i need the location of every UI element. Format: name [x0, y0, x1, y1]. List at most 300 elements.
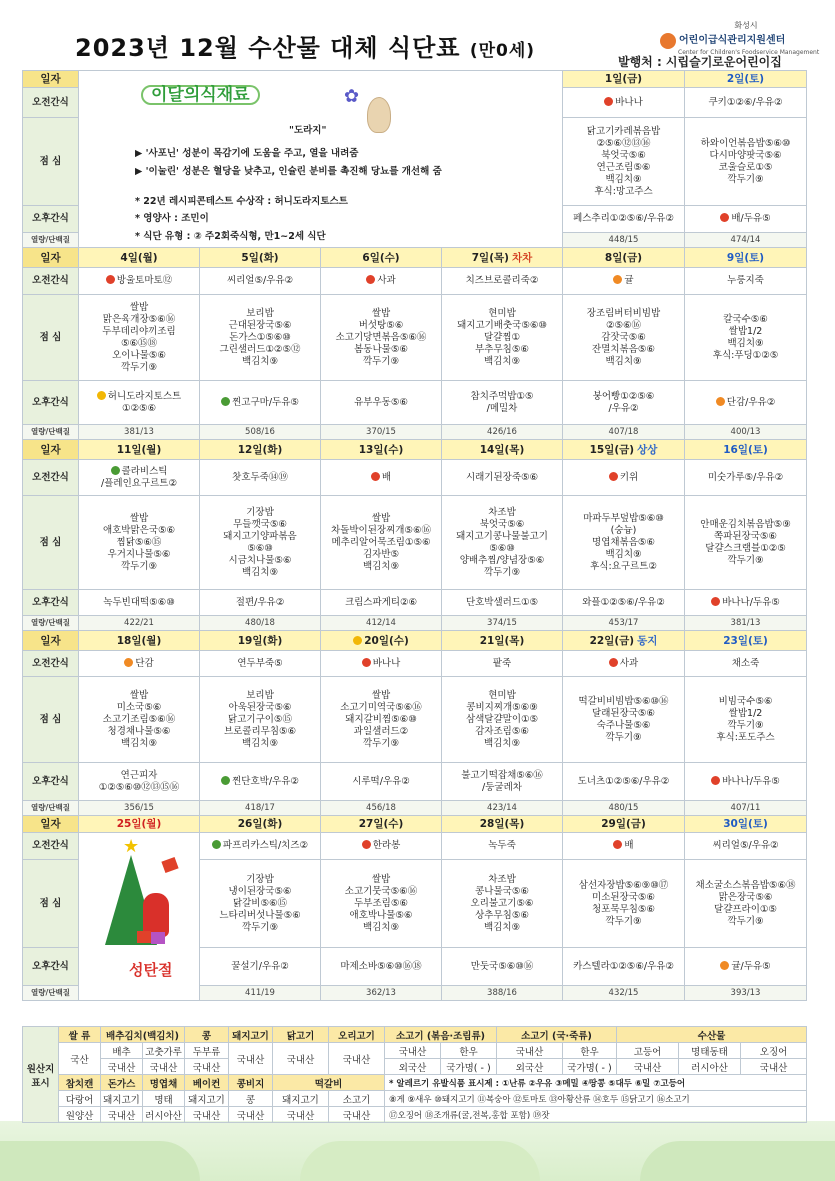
dish: 감잣국⑤⑥ — [601, 331, 646, 343]
snack-text: 찐단호박/우유② — [232, 775, 299, 787]
dish: 애호박나물⑤⑥ — [349, 909, 413, 921]
dish: 차조밥 — [488, 873, 516, 885]
origin-header: 베이컨 — [185, 1075, 229, 1091]
dish: 봄동나물⑤⑥ — [354, 343, 408, 355]
day-date: 5일(화) — [200, 248, 321, 268]
origin-cell: 한우 — [563, 1043, 617, 1059]
tangerine-icon — [720, 961, 729, 970]
week2-date-row — [23, 248, 807, 268]
meal-cell — [442, 381, 563, 425]
org-name-en: Center for Children's Foodservice Management — [678, 48, 820, 56]
tomato-icon — [106, 275, 115, 284]
origin-side-label: 원산지 표시 — [23, 1027, 59, 1123]
dish: 쌀밥 — [129, 301, 149, 313]
lunch-cell — [200, 860, 321, 948]
dish: 현미밥 — [488, 689, 516, 701]
dish: 맑은장국⑤⑥ — [718, 891, 773, 903]
day-date: 19일(화) — [200, 631, 321, 651]
nutrition-value: 356/15 — [79, 801, 200, 816]
dish: 백김치⑨ — [605, 173, 642, 185]
snack-text: ①②⑤⑥ — [121, 402, 157, 414]
origin-cell: 국가명( - ) — [563, 1059, 617, 1075]
meal-cell: 만둣국⑤⑥⑩⑯ — [442, 948, 563, 986]
origin-header-row — [23, 1027, 807, 1043]
snack-am-label: 오전간식 — [23, 460, 79, 496]
dish: 느타리버섯나물⑤⑥ — [219, 909, 301, 921]
dish: 양배추찜/양념장⑤⑥ — [459, 554, 545, 566]
apple-icon — [366, 275, 375, 284]
lunch-cell — [685, 118, 807, 206]
dish: 소고기뭇국⑤⑥⑯ — [344, 885, 418, 897]
nutrition-value: 480/15 — [563, 801, 685, 816]
week4-pm-row — [23, 763, 807, 801]
day-date: 8일(금) — [563, 248, 685, 268]
snack-text: 사과 — [619, 657, 639, 669]
origin-cell: 다랑어 — [59, 1091, 101, 1107]
lunch-cell — [321, 677, 442, 763]
page-title — [75, 28, 535, 63]
meal-cell — [200, 381, 321, 425]
meal-cell: 녹두죽 — [442, 833, 563, 860]
dish: 잔멸치볶음⑤⑥ — [592, 343, 655, 355]
dish: 후식:푸딩①②⑤ — [712, 349, 779, 361]
nutrition-value: 411/19 — [200, 986, 321, 1001]
snack-text: 단감/우유② — [726, 396, 776, 408]
gift-icon — [161, 857, 178, 873]
day-date: 6일(수) — [321, 248, 442, 268]
dish: 삼선자장밥⑤⑥⑨⑩⑰ — [578, 879, 669, 891]
dish: 근대된장국⑤⑥ — [228, 319, 292, 331]
day-date-text: 22일(금) — [589, 634, 635, 647]
dish: 청포묵무침⑤⑥ — [592, 903, 655, 915]
origin-cell: 외국산 — [497, 1059, 563, 1075]
lunch-label: 점 심 — [23, 118, 79, 206]
day-date: 21일(목) — [442, 631, 563, 651]
dish: 깍두기⑨ — [241, 921, 279, 933]
tree-icon — [212, 840, 221, 849]
day-date: 4일(월) — [79, 248, 200, 268]
snack-am-label: 오전간식 — [23, 268, 79, 295]
lunch-cell — [200, 496, 321, 590]
origin-cell: 러시아산 — [143, 1107, 185, 1123]
snack-pm-label: 오후간식 — [23, 948, 79, 986]
cake-icon — [353, 636, 362, 645]
nutrition-label: 열량/단백질 — [23, 425, 79, 440]
origin-cell: 국내산 — [185, 1107, 229, 1123]
dish: 후식:망고주스 — [594, 185, 653, 197]
lunch-cell — [685, 295, 807, 381]
meal-cell — [79, 381, 200, 425]
origin-header: 소고기 (볶음·조림류) — [385, 1027, 497, 1043]
dish: 백김치⑨ — [241, 355, 279, 367]
lunch-cell — [442, 860, 563, 948]
week2-am-row — [23, 268, 807, 295]
dish: 쌀밥 — [371, 512, 391, 524]
meal-cell: 씨리얼⑤/우유② — [685, 833, 807, 860]
snack-text: 사과 — [377, 275, 396, 286]
snack-text: 배 — [624, 840, 634, 851]
meal-cell: 단호박샐러드①⑤ — [442, 590, 563, 616]
dish: 보리밥 — [246, 307, 274, 319]
snack-text: /플레인요구르트② — [101, 477, 177, 489]
christmas-illustration — [79, 833, 200, 1001]
meal-cell: 시래기된장죽⑤⑥ — [442, 460, 563, 496]
week3-date-row — [23, 440, 807, 460]
banana-icon — [711, 597, 720, 606]
dish: 브로콜리무침⑤⑥ — [223, 725, 297, 737]
menu-type-note: * 식단 유형 : ② 주2회죽식형, 만1~2세 식단 — [135, 231, 326, 242]
week1-date-row — [23, 71, 807, 88]
snack-text: 단감 — [135, 657, 154, 669]
week2-lunch-row — [23, 295, 807, 381]
meal-cell — [685, 763, 807, 801]
dish: 백김치⑨ — [241, 566, 279, 578]
dish: 백김치⑨ — [483, 355, 521, 367]
dish: 시금치나물⑤⑥ — [228, 554, 292, 566]
meal-cell — [442, 763, 563, 801]
day-date: 12일(화) — [200, 440, 321, 460]
title-subtitle: (만0세) — [469, 41, 536, 61]
dish: 찜닭⑤⑥⑮ — [116, 536, 162, 548]
origin-cell: 원양산 — [59, 1107, 101, 1123]
dish: 쌀밥 — [129, 689, 149, 701]
dish: ⑤⑥⑮⑱ — [120, 337, 158, 349]
origin-cell: 국내산 — [229, 1107, 273, 1123]
day-date: 18일(월) — [79, 631, 200, 651]
nutrition-value: 393/13 — [685, 986, 807, 1001]
dish: 삼색달걀말이①⑤ — [465, 713, 539, 725]
dish: 오리불고기⑤⑥ — [470, 897, 534, 909]
dish: 깍두기⑨ — [727, 719, 764, 731]
dish: 차조밥 — [488, 506, 516, 518]
event-tag: 차차 — [511, 251, 533, 264]
dish: ⑤⑥⑩ — [489, 542, 515, 554]
dish: 두부조림⑤⑥ — [354, 897, 408, 909]
ingredient-name: "도라지" — [289, 125, 327, 136]
dish: 감자조림⑤⑥ — [475, 725, 529, 737]
dish: 달걀프라이①⑤ — [714, 903, 777, 915]
origin-row — [23, 1043, 807, 1059]
dish: 달걀스크램블①②⑤ — [705, 542, 786, 554]
nutrition-value: 381/13 — [685, 616, 807, 631]
day-date: 13일(수) — [321, 440, 442, 460]
meal-cell — [563, 460, 685, 496]
dish: ②⑤⑥⑯ — [605, 319, 642, 331]
origin-cell: 고춧가루 — [143, 1043, 185, 1059]
day-date-text: 15일(금) — [589, 443, 635, 456]
allergy-note: ⑰오징어 ⑱조개류(굴,전복,홍합 포함) ⑲잣 — [385, 1107, 807, 1123]
org-name: 어린이급식관리지원센터 — [679, 35, 786, 46]
dish: 깍두기⑨ — [120, 560, 158, 572]
meal-cell — [200, 763, 321, 801]
dish: 명엽채볶음⑤⑥ — [592, 536, 655, 548]
dish: 숙주나물⑤⑥ — [596, 719, 651, 731]
ingredient-fact-2: ▶ '이눌린' 성분은 혈당을 낮추고, 인슐린 분비를 촉진해 당뇨를 개선해 줌 — [135, 166, 442, 177]
nutrition-value: 407/18 — [563, 425, 685, 440]
meal-cell: 미숫가루⑤/우유② — [685, 460, 807, 496]
dish: 돼지고기양파볶음 — [223, 530, 297, 542]
doraji-root-icon — [367, 97, 391, 133]
week3-pm-row — [23, 590, 807, 616]
meal-cell: 쿠키①②⑥/우유② — [685, 88, 807, 118]
origin-row — [23, 1107, 807, 1123]
origin-cell: 국내산 — [143, 1059, 185, 1075]
meal-cell — [563, 268, 685, 295]
snack-text: /메밀차 — [486, 402, 518, 414]
lunch-cell — [79, 295, 200, 381]
lunch-label: 점 심 — [23, 496, 79, 590]
lunch-cell — [442, 677, 563, 763]
fruit-icon — [720, 213, 729, 222]
dish: 깍두기⑨ — [362, 355, 400, 367]
lunch-cell — [685, 496, 807, 590]
lunch-label: 점 심 — [23, 295, 79, 381]
nutrition-value: 423/14 — [442, 801, 563, 816]
origin-header: 쌀 류 — [59, 1027, 101, 1043]
origin-cell: 국내산 — [617, 1059, 679, 1075]
meal-cell — [79, 651, 200, 677]
recipe-award-note: * 22년 레시피콘테스트 수상작 : 허니도라지토스트 — [135, 196, 348, 207]
snack-text: 불고기떡잡채⑤⑥⑯ — [461, 769, 543, 781]
dish: 깍두기⑨ — [483, 566, 521, 578]
dish: 후식:요구르트② — [590, 560, 657, 572]
dish: 다시마양팟국⑤⑥ — [709, 149, 782, 161]
dish: 떡갈비비빔밥⑤⑥⑩⑯ — [578, 695, 669, 707]
dish: 미소국⑤⑥ — [116, 701, 162, 713]
dish: 깍두기⑨ — [727, 554, 764, 566]
day-date — [563, 440, 685, 460]
dish: 미소된장국⑤⑥ — [592, 891, 655, 903]
meal-cell — [563, 651, 685, 677]
day-date — [563, 631, 685, 651]
dish: 장조림버터비빔밥 — [586, 307, 661, 319]
dish: 북엇국⑤⑥ — [479, 518, 525, 530]
origin-header: 떡갈비 — [273, 1075, 385, 1091]
origin-cell: 국내산 — [185, 1059, 229, 1075]
meal-cell: 꿀설기/우유② — [200, 948, 321, 986]
meal-cell: 치즈브로콜리죽② — [442, 268, 563, 295]
origin-cell: 국내산 — [385, 1043, 441, 1059]
origin-cell: 두부류 — [185, 1043, 229, 1059]
dish: ⑤⑥⑩ — [247, 542, 273, 554]
nutrition-value: 432/15 — [563, 986, 685, 1001]
meal-cell: 유부우동⑤⑥ — [321, 381, 442, 425]
dish: 쌀밥1/2 — [728, 707, 763, 719]
kiwi-icon — [609, 472, 618, 481]
dish: 애호박맑은국⑤⑥ — [102, 524, 176, 536]
origin-cell: 명태동태 — [679, 1043, 741, 1059]
org-logo-icon — [660, 33, 676, 49]
nutrition-label: 열량/단백질 — [23, 801, 79, 816]
nutrition-value: 453/17 — [563, 616, 685, 631]
day-date: 16일(토) — [685, 440, 807, 460]
date-label: 일자 — [23, 816, 79, 833]
fruit-icon — [604, 97, 613, 106]
nutrition-value: 407/11 — [685, 801, 807, 816]
snack-text: 키위 — [619, 471, 639, 483]
snack-text: 연근피자 — [120, 769, 158, 781]
dish: 쌀밥 — [129, 512, 149, 524]
pear-icon — [613, 840, 622, 849]
snack-text: 바나나/두유⑤ — [722, 775, 780, 787]
menu-table — [22, 70, 807, 1001]
dish: 백김치⑨ — [605, 355, 642, 367]
tree-icon — [221, 776, 230, 785]
snack-text: 귤/두유⑤ — [731, 960, 771, 972]
nutrition-value: 418/17 — [200, 801, 321, 816]
origin-header: 오리고기 — [329, 1027, 385, 1043]
dish: 마파두부덮밥⑤⑥⑩ — [583, 512, 664, 524]
nutrition-value: 508/16 — [200, 425, 321, 440]
meal-cell — [79, 268, 200, 295]
origin-cell: 한우 — [441, 1043, 497, 1059]
snack-am-label: 오전간식 — [23, 88, 79, 118]
week4-nutrition-row — [23, 801, 807, 816]
day-date: 14일(목) — [442, 440, 563, 460]
snack-text: 한라봉 — [372, 840, 401, 851]
lunch-cell — [200, 677, 321, 763]
origin-cell: 국내산 — [229, 1043, 273, 1075]
date-label: 일자 — [23, 631, 79, 651]
snack-text: 배/두유⑤ — [731, 213, 771, 224]
snack-text: 바나나/두유⑤ — [722, 596, 780, 608]
meal-cell: 카스텔라①②⑤⑥/우유② — [563, 948, 685, 986]
snack-pm-label: 오후간식 — [23, 590, 79, 616]
title-text: 2023년 12월 수산물 대체 식단표 — [75, 34, 461, 62]
snack-text: 파프리카스틱/치즈② — [222, 840, 309, 851]
nutrition-value: 480/18 — [200, 616, 321, 631]
meal-cell: 크림스파게티②⑥ — [321, 590, 442, 616]
origin-header: 명엽채 — [143, 1075, 185, 1091]
hallabong-icon — [362, 840, 371, 849]
lunch-cell — [79, 496, 200, 590]
dish: 하와이언볶음밥⑤⑥⑩ — [700, 137, 791, 149]
date-label: 일자 — [23, 248, 79, 268]
lunch-cell — [685, 677, 807, 763]
dish: 돼지고기콩나물불고기 — [456, 530, 548, 542]
banana-icon — [362, 658, 371, 667]
day-date-text: 20일(수) — [364, 634, 409, 647]
snack-text: 바나나 — [372, 657, 401, 669]
origin-cell: 배추 — [101, 1043, 143, 1059]
nutrition-value: 474/14 — [685, 233, 807, 248]
lunch-cell — [563, 118, 685, 206]
day-date-text: 7일(목) — [471, 251, 509, 264]
week5-date-row — [23, 816, 807, 833]
dietitian-note: * 영양사 : 조민이 — [135, 213, 209, 224]
origin-header: 돼지고기 — [229, 1027, 273, 1043]
snack-am-label: 오전간식 — [23, 651, 79, 677]
meal-cell: 팥죽 — [442, 651, 563, 677]
meal-cell: 누룽지죽 — [685, 268, 807, 295]
dish: 돼지고기배춧국⑤⑥⑩ — [457, 319, 547, 331]
nutrition-label: 열량/단백질 — [23, 233, 79, 248]
snack-text: /우유② — [608, 402, 639, 414]
nutrition-value: 381/13 — [79, 425, 200, 440]
lunch-cell — [321, 496, 442, 590]
dish: 백김치⑨ — [605, 548, 642, 560]
nutrition-value: 362/13 — [321, 986, 442, 1001]
dish: 깍두기⑨ — [727, 173, 764, 185]
dish: 백김치⑨ — [727, 337, 764, 349]
dish: 백김치⑨ — [483, 921, 521, 933]
meal-cell: 마제소바⑤⑥⑩⑯⑱ — [321, 948, 442, 986]
meal-cell — [563, 381, 685, 425]
meal-cell: 도너츠①②⑤⑥/우유② — [563, 763, 685, 801]
lunch-cell — [200, 295, 321, 381]
nutrition-value: 456/18 — [321, 801, 442, 816]
lunch-cell — [563, 496, 685, 590]
ingredient-badge: 이달의식재료 — [141, 85, 260, 105]
lunch-cell — [442, 496, 563, 590]
dish: 채소굴소스볶음밥⑤⑥⑱ — [695, 879, 796, 891]
lunch-label: 점 심 — [23, 677, 79, 763]
nutrition-value: 400/13 — [685, 425, 807, 440]
snack-text: 배 — [381, 471, 392, 483]
origin-header: 콩 — [185, 1027, 229, 1043]
star-icon: ★ — [123, 836, 140, 857]
gift-icon — [151, 932, 165, 944]
snack-text: 방울토마토⑫ — [116, 275, 173, 286]
ingredient-of-month — [79, 71, 563, 248]
snack-text: 허니도라지토스트 — [107, 390, 182, 402]
origin-cell: 콩 — [229, 1091, 273, 1107]
origin-cell: 국내산 — [273, 1107, 329, 1123]
kohlrabi-icon — [111, 466, 120, 475]
origin-table — [22, 1026, 807, 1123]
lunch-label: 점 심 — [23, 860, 79, 948]
nutrition-value: 388/16 — [442, 986, 563, 1001]
date-label: 일자 — [23, 71, 79, 88]
day-date: 9일(토) — [685, 248, 807, 268]
origin-header: 소고기 (국·죽류) — [497, 1027, 617, 1043]
dish: 버섯탕⑤⑥ — [358, 319, 404, 331]
dish: 기장밥 — [246, 506, 274, 518]
dish: 보리밥 — [246, 689, 274, 701]
dish: 백김치⑨ — [241, 737, 279, 749]
dish: 차돌박이된장찌개⑤⑥⑯ — [331, 524, 431, 536]
dish: 그린샐러드①②⑤⑫ — [219, 343, 301, 355]
dish: 기장밥 — [246, 873, 274, 885]
origin-cell: 오징어 — [741, 1043, 807, 1059]
tangerine-icon — [613, 275, 622, 284]
meal-cell — [321, 460, 442, 496]
dish: 코울슬로①⑤ — [718, 161, 773, 173]
lunch-cell — [563, 860, 685, 948]
meal-cell: 절편/우유② — [200, 590, 321, 616]
origin-cell: 국가명( - ) — [441, 1059, 497, 1075]
week2-pm-row — [23, 381, 807, 425]
dish: 깍두기⑨ — [120, 361, 158, 373]
origin-cell: 국내산 — [273, 1043, 329, 1075]
snack-text: /둥굴레차 — [482, 781, 522, 793]
dish: 콩나물국⑤⑥ — [475, 885, 529, 897]
origin-cell: 러시아산 — [679, 1059, 741, 1075]
org-region: 화성시 — [734, 21, 758, 30]
day-date: 2일(토) — [685, 71, 807, 88]
snack-text: 찐고구마/두유⑤ — [232, 396, 299, 408]
dish: 백김치⑨ — [483, 737, 521, 749]
origin-row — [23, 1059, 807, 1075]
lunch-cell — [79, 677, 200, 763]
meal-cell: 연두부죽⑤ — [200, 651, 321, 677]
banana-icon — [711, 776, 720, 785]
week4-am-row — [23, 651, 807, 677]
dish: 돈가스①⑤⑥⑩ — [229, 331, 291, 343]
origin-cell: 소고기 — [329, 1091, 385, 1107]
day-date — [321, 631, 442, 651]
day-date: 30일(토) — [685, 816, 807, 833]
